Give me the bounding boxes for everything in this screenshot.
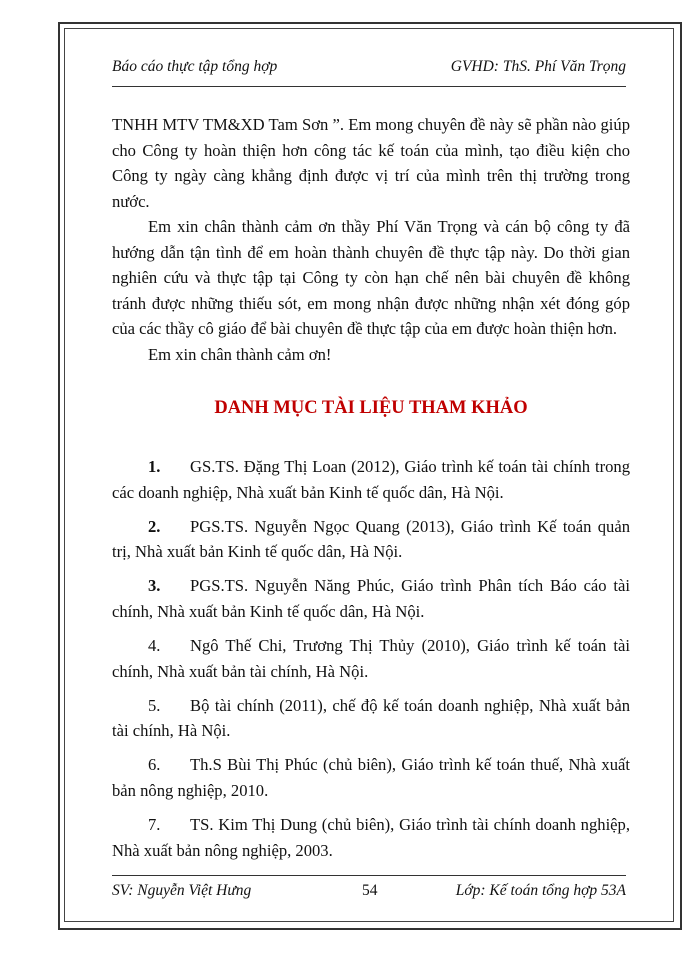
- reference-item: [112, 693, 630, 744]
- footer-student: SV: Nguyễn Việt Hưng: [112, 882, 252, 899]
- reference-item: [112, 573, 630, 624]
- reference-number: 3.: [148, 576, 161, 596]
- references-title: DANH MỤC TÀI LIỆU THAM KHẢO: [214, 398, 528, 418]
- reference-text: TS. Kim Thị Dung (chủ biên), Giáo trình tài chính doanh nghiệp, Nhà xuất bản nông nghiệp, 2003.: [112, 815, 630, 860]
- reference-number: 7.: [148, 815, 161, 835]
- reference-number: 2.: [148, 516, 161, 536]
- reference-text: PGS.TS. Nguyễn Năng Phúc, Giáo trình Phân tích Báo cáo tài chính, Nhà xuất bản Kinh tế quốc dân, Hà Nội.: [112, 576, 630, 621]
- reference-text: Bộ tài chính (2011), chế độ kế toán doanh nghiệp, Nhà xuất bản tài chính, Hà Nội.: [112, 695, 630, 741]
- paragraph: TNHH MTV TM&XD Tam Sơn ”. Em mong chuyên đề này sẽ phần nào giúp cho Công ty hoàn thiện hơn công tác kế toán của mình, tạo điều kiện cho Công ty ngày càng khẳng định được vị trí của mình trên thị trường trong nước.: [112, 115, 630, 211]
- reference-number: 1.: [148, 457, 161, 476]
- reference-item: [112, 812, 630, 863]
- reference-text: Ngô Thế Chi, Trương Thị Thủy (2010), Giáo trình kế toán tài chính, Nhà xuất bản tài chính, Hà Nội.: [112, 636, 630, 681]
- header-advisor: GVHD: ThS. Phí Văn Trọng: [450, 58, 626, 75]
- body-text: [112, 112, 630, 367]
- reference-text: PGS.TS. Nguyễn Ngọc Quang (2013), Giáo trình Kế toán quản trị, Nhà xuất bản Kinh tế quốc dân, Hà Nội.: [112, 516, 630, 562]
- reference-item: [112, 454, 630, 505]
- reference-text: GS.TS. Đặng Thị Loan (2012), Giáo trình kế toán tài chính trong các doanh nghiệp, Nhà xuất bản Kinh tế quốc dân, Hà Nội.: [112, 457, 630, 502]
- reference-item: [112, 752, 630, 803]
- paragraph: Em xin chân thành cảm ơn!: [148, 344, 332, 364]
- reference-text: Th.S Bùi Thị Phúc (chủ biên), Giáo trình kế toán thuế, Nhà xuất bản nông nghiệp, 2010.: [112, 755, 630, 800]
- reference-number: 5.: [148, 695, 161, 715]
- footer-class: Lớp: Kế toán tổng hợp 53A: [455, 882, 626, 899]
- page-number: 54: [362, 882, 378, 899]
- header-divider: [112, 86, 626, 87]
- page-header: [112, 58, 626, 76]
- reference-item: [112, 514, 630, 565]
- references-list: [112, 454, 630, 872]
- header-report-title: Báo cáo thực tập tổng hợp: [112, 58, 278, 75]
- reference-item: [112, 633, 630, 684]
- reference-number: 6.: [148, 755, 161, 775]
- reference-number: 4.: [148, 636, 161, 656]
- footer-divider: [112, 875, 626, 876]
- paragraph: Em xin chân thành cảm ơn thầy Phí Văn Trọng và cán bộ công ty đã hướng dẫn tận tình để em hoàn thành chuyên đề thực tập này. Do thời gian nghiên cứu và thực tập tại Công ty còn hạn chế nên bài chuyên đề không tránh được những thiếu sót, em mong nhận được những nhận xét đóng góp của các thầy cô giáo để bài chuyên đề thực tập của em được hoàn thiện hơn.: [112, 217, 630, 338]
- page-footer: [112, 882, 626, 902]
